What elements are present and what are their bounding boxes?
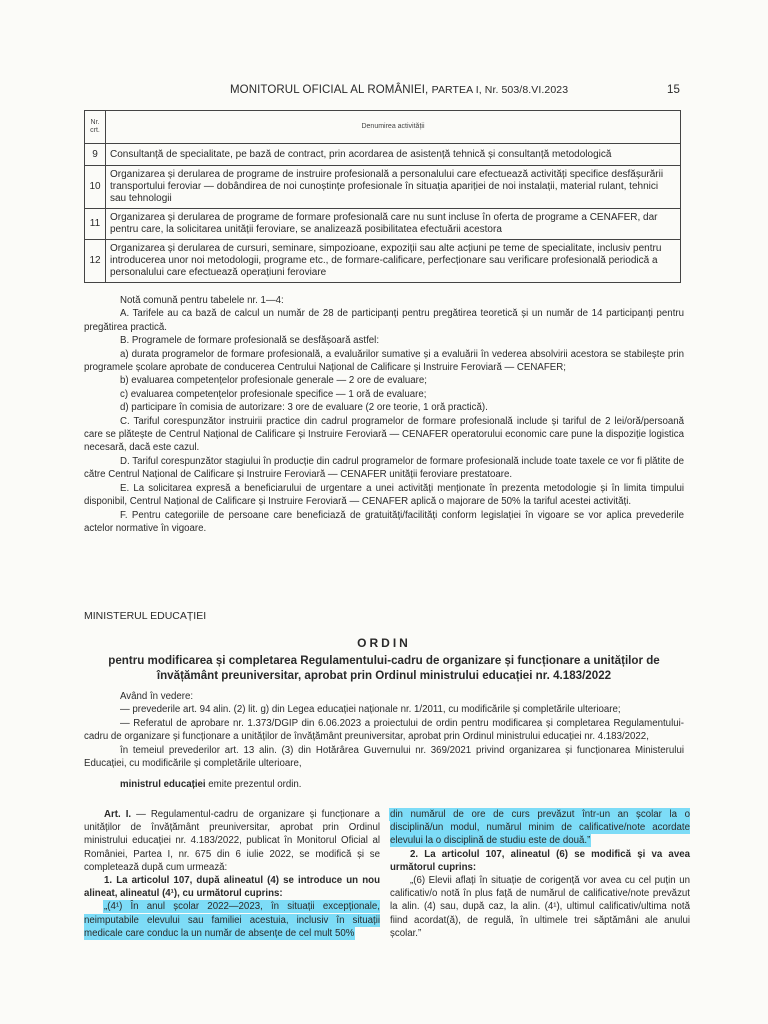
- point-one: 1. La articolul 107, după alineatul (4) se introduce un nou alineat, alineatul (4¹), cu următorul cuprins:: [84, 875, 380, 900]
- col-name-header: Denumirea activității: [106, 111, 681, 144]
- page-number: 15: [667, 84, 680, 96]
- table-header-row: [85, 111, 681, 144]
- preamble-item: — prevederile art. 94 alin. (2) lit. g) din Legea educației naționale nr. 1/2011, cu modificările și completările ulterioare;: [120, 704, 621, 716]
- row-text: Organizarea și derularea de programe de formare profesională care nu sunt incluse în oferta de programe a CENAFER, dar pentru care, la solicitarea unității feroviare, se analizează posibilitatea efectuării acestora: [106, 209, 681, 240]
- order-subtitle: pentru modificarea și completarea Regulamentului-cadru de organizare și funcționare a unităților de învățământ preuniversitar, aprobat prin Ordinul ministrului educației nr. 4.183/2022: [108, 654, 660, 682]
- table-row: [85, 209, 681, 240]
- quote-one-end: [390, 808, 690, 848]
- quote-two: „(6) Elevii aflați în situație de corigență vor avea cu cel puțin un calificativ/o notă în plus față de numărul de calificative/note prevăzut la alin. (4) sau, după caz, la alin. (4¹), ultimul calificativ/ultima notă fiind acordat(ă), de regulă, în ultimele trei săptămâni ale anului școlar.”: [390, 875, 690, 939]
- activities-table: [84, 110, 681, 283]
- common-note: [84, 294, 684, 535]
- row-text: Consultanță de specialitate, pe bază de contract, prin acordarea de asistență tehnică și consultanță metodologică: [106, 144, 681, 166]
- note-paragraph: E. La solicitarea expresă a beneficiarului de urgentare a unei activități menționate în prezenta metodologie și în limita timpului disponibil, Centrul Național de Calificare și Instruire Feroviară — CENAFER aplică o majorare de 50% la tariful acestei activități.: [84, 482, 684, 508]
- table-row: [85, 240, 681, 283]
- table-row: [85, 166, 681, 209]
- row-number: 11: [85, 209, 106, 240]
- row-text: Organizarea și derularea de cursuri, seminare, simpozioane, expoziții sau alte acțiuni pe teme de specialitate, inclusiv pentru introducerea unor noi metodologii, programe etc., de formare-calificare, perfecționare sau verificare profesională periodică a personalului care efectuează operațiuni feroviare: [106, 240, 681, 283]
- note-paragraph: B. Programele de formare profesională se desfășoară astfel:: [120, 335, 380, 347]
- row-number: 12: [85, 240, 106, 283]
- row-text: Organizarea și derularea de programe de instruire profesională a personalului care efectuează activități specifice desfășurării transportului feroviar — dobândirea de noi cunoștințe profesionale în situația apariției de noi instalații, material rulant, tehnici sau tehnologii: [106, 166, 681, 209]
- quote-one-start: [84, 900, 380, 940]
- article-label: Art. I.: [104, 809, 132, 820]
- note-paragraph: d) participare în comisia de autorizare: 3 ore de evaluare (2 ore teorie, 1 oră practică).: [120, 402, 488, 414]
- col-nr-header: Nr. crt.: [85, 111, 106, 144]
- article-column-right: [390, 808, 690, 940]
- preamble-item: în temeiul prevederilor art. 13 alin. (3) din Hotărârea Guvernului nr. 369/2021 privind organizarea și funcționarea Ministerului Educației, cu modificările și completările ulterioare,: [84, 744, 684, 770]
- emit-clause: ministrul educației emite prezentul ordin.: [120, 779, 302, 791]
- table-row: [85, 144, 681, 166]
- note-paragraph: b) evaluarea competențelor profesionale generale — 2 ore de evaluare;: [120, 375, 427, 387]
- note-paragraph: D. Tariful corespunzător stagiului în producție din cadrul programelor de formare profesională include toate taxele ce vor fi plătite de către Centrul Național de Calificare și Instruire Feroviară — CENAFER unității feroviare prestatoare.: [84, 455, 684, 481]
- article-one: Art. I. — Regulamentul-cadru de organizare și funcționare a unităților de învățământ preuniversitar, aprobat prin Ordinul ministrului educației nr. 4.183/2022, publicat în Monitorul Oficial al României, Partea I, nr. 675 din 6 iulie 2022, se modifică și se completează după cum urmează:: [84, 809, 380, 873]
- note-heading: Notă comună pentru tabelele nr. 1—4:: [120, 295, 284, 306]
- article-column-left: [84, 808, 380, 940]
- preamble-item: — Referatul de aprobare nr. 1.373/DGIP din 6.06.2023 a proiectului de ordin pentru modificarea și completarea Regulamentului-cadru de organizare și funcționare a unităților de învățământ preuniversitar, aprobat prin Ordinul ministrului educației nr. 4.183/2022,: [84, 717, 684, 743]
- note-paragraph: c) evaluarea competențelor profesionale specifice — 1 oră de evaluare;: [120, 388, 427, 400]
- row-number: 9: [85, 144, 106, 166]
- highlighted-text: din numărul de ore de curs prevăzut într-un an școlar la o disciplină/un modul, numărul minim de calificative/note acordate elevului la o disciplină de studiu este de două.”: [390, 809, 690, 847]
- preamble-intro: Având în vedere:: [120, 691, 194, 702]
- preamble: [84, 690, 684, 792]
- note-paragraph: F. Pentru categoriile de persoane care beneficiază de gratuități/facilități conform legislației în vigoare se vor aplica prevederile actelor normative în vigoare.: [84, 509, 684, 534]
- note-paragraph: a) durata programelor de formare profesională, a evaluărilor sumative și a evaluării în vederea absolvirii acestora se stabilește prin programele școlare aprobate de conducerea Centrului Național de Calificare și Instruire Feroviară — CENAFER;: [84, 348, 684, 374]
- row-number: 10: [85, 166, 106, 209]
- point-two: 2. La articolul 107, alineatul (6) se modifică și va avea următorul cuprins:: [390, 848, 690, 873]
- note-paragraph: A. Tarifele au ca bază de calcul un număr de 28 de participanți pentru pregătirea teoretică și un număr de 14 participanți pentru pregătirea practică.: [84, 308, 684, 333]
- order-title: ORDIN: [357, 636, 411, 650]
- note-paragraph: C. Tariful corespunzător instruirii practice din cadrul programelor de formare profesională include și tariful de 2 lei/oră/persoană care se plătește de Centrul Național de Calificare și Instruire Feroviară — CENAFER operatorului economic care pune la dispoziție logistica necesară, dacă este cazul.: [84, 415, 684, 454]
- highlighted-text: „(4¹) În anul școlar 2022—2023, în situații excepționale, neimputabile elevului sau familiei acestuia, inclusiv în situații medicale care conduc la un număr de absențe de cel mult 50%: [84, 901, 380, 939]
- issuing-ministry: MINISTERUL EDUCAȚIEI: [84, 610, 207, 622]
- journal-title: MONITORUL OFICIAL AL ROMÂNIEI, PARTEA I, Nr. 503/8.VI.2023: [230, 84, 569, 96]
